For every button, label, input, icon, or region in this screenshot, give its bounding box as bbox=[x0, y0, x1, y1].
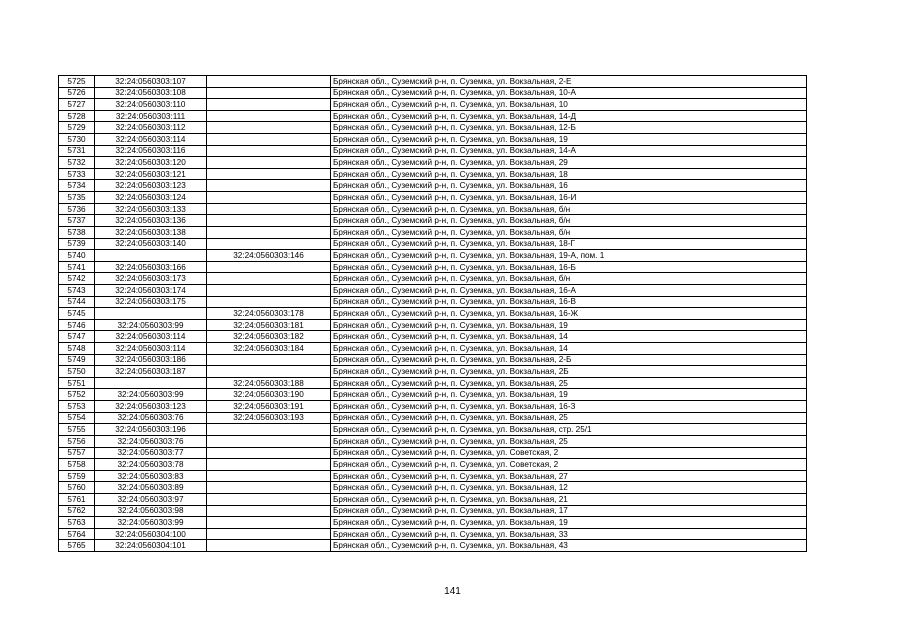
cadastral-number-cell: 32:24:0560303:99 bbox=[95, 319, 207, 331]
table-row bbox=[59, 319, 807, 331]
related-cadastral-number-cell bbox=[207, 540, 331, 552]
related-cadastral-number-cell: 32:24:0560303:190 bbox=[207, 389, 331, 401]
address-cell: Брянская обл., Суземский р-н, п. Суземка, ул. Вокзальная, 14-А bbox=[331, 145, 807, 157]
cadastral-number-cell: 32:24:0560303:124 bbox=[95, 192, 207, 204]
cadastral-number-cell: 32:24:0560303:110 bbox=[95, 99, 207, 111]
related-cadastral-number-cell bbox=[207, 134, 331, 146]
address-cell: Брянская обл., Суземский р-н, п. Суземка, ул. Вокзальная, 2-Б bbox=[331, 354, 807, 366]
cadastral-number-cell: 32:24:0560303:187 bbox=[95, 366, 207, 378]
address-cell: Брянская обл., Суземский р-н, п. Суземка, ул. Вокзальная, 10-А bbox=[331, 87, 807, 99]
address-cell: Брянская обл., Суземский р-н, п. Суземка, ул. Вокзальная, 18-Г bbox=[331, 238, 807, 250]
cadastral-number-cell: 32:24:0560303:76 bbox=[95, 435, 207, 447]
table-row bbox=[59, 435, 807, 447]
table-row bbox=[59, 145, 807, 157]
table-row bbox=[59, 366, 807, 378]
cadastral-number-cell: 32:24:0560303:114 bbox=[95, 134, 207, 146]
table-row bbox=[59, 122, 807, 134]
address-cell: Брянская обл., Суземский р-н, п. Суземка, ул. Вокзальная, 14-Д bbox=[331, 110, 807, 122]
address-cell: Брянская обл., Суземский р-н, п. Суземка, ул. Советская, 2 bbox=[331, 459, 807, 471]
address-cell: Брянская обл., Суземский р-н, п. Суземка, ул. Вокзальная, 25 bbox=[331, 412, 807, 424]
address-cell: Брянская обл., Суземский р-н, п. Суземка, ул. Вокзальная, 16-А bbox=[331, 284, 807, 296]
row-number-cell: 5753 bbox=[59, 401, 95, 413]
row-number-cell: 5763 bbox=[59, 517, 95, 529]
cadastral-number-cell: 32:24:0560303:99 bbox=[95, 389, 207, 401]
related-cadastral-number-cell bbox=[207, 447, 331, 459]
cadastral-number-cell: 32:24:0560303:123 bbox=[95, 401, 207, 413]
row-number-cell: 5759 bbox=[59, 470, 95, 482]
address-cell: Брянская обл., Суземский р-н, п. Суземка, ул. Вокзальная, б/н bbox=[331, 203, 807, 215]
address-cell: Брянская обл., Суземский р-н, п. Суземка, ул. Вокзальная, б/н bbox=[331, 226, 807, 238]
row-number-cell: 5745 bbox=[59, 308, 95, 320]
table-row bbox=[59, 343, 807, 355]
table-row bbox=[59, 273, 807, 285]
related-cadastral-number-cell bbox=[207, 482, 331, 494]
cadastral-number-cell: 32:24:0560303:83 bbox=[95, 470, 207, 482]
row-number-cell: 5739 bbox=[59, 238, 95, 250]
address-cell: Брянская обл., Суземский р-н, п. Суземка, ул. Вокзальная, 16-И bbox=[331, 192, 807, 204]
address-cell: Брянская обл., Суземский р-н, п. Суземка, ул. Вокзальная, стр. 25/1 bbox=[331, 424, 807, 436]
related-cadastral-number-cell bbox=[207, 424, 331, 436]
related-cadastral-number-cell bbox=[207, 261, 331, 273]
row-number-cell: 5728 bbox=[59, 110, 95, 122]
related-cadastral-number-cell bbox=[207, 168, 331, 180]
related-cadastral-number-cell: 32:24:0560303:182 bbox=[207, 331, 331, 343]
address-cell: Брянская обл., Суземский р-н, п. Суземка, ул. Вокзальная, 25 bbox=[331, 377, 807, 389]
cadastral-number-cell: 32:24:0560303:112 bbox=[95, 122, 207, 134]
cadastral-number-cell bbox=[95, 250, 207, 262]
row-number-cell: 5765 bbox=[59, 540, 95, 552]
related-cadastral-number-cell bbox=[207, 157, 331, 169]
cadastral-number-cell: 32:24:0560303:97 bbox=[95, 493, 207, 505]
address-cell: Брянская обл., Суземский р-н, п. Суземка, ул. Вокзальная, 16-Б bbox=[331, 261, 807, 273]
row-number-cell: 5740 bbox=[59, 250, 95, 262]
cadastral-number-cell bbox=[95, 377, 207, 389]
row-number-cell: 5749 bbox=[59, 354, 95, 366]
cadastral-number-cell: 32:24:0560303:76 bbox=[95, 412, 207, 424]
address-cell: Брянская обл., Суземский р-н, п. Суземка, ул. Вокзальная, 43 bbox=[331, 540, 807, 552]
table-row bbox=[59, 99, 807, 111]
row-number-cell: 5733 bbox=[59, 168, 95, 180]
table-row bbox=[59, 528, 807, 540]
cadastral-number-cell: 32:24:0560303:186 bbox=[95, 354, 207, 366]
table-row bbox=[59, 401, 807, 413]
address-cell: Брянская обл., Суземский р-н, п. Суземка, ул. Вокзальная, 19 bbox=[331, 134, 807, 146]
table-row bbox=[59, 250, 807, 262]
related-cadastral-number-cell: 32:24:0560303:191 bbox=[207, 401, 331, 413]
row-number-cell: 5736 bbox=[59, 203, 95, 215]
row-number-cell: 5729 bbox=[59, 122, 95, 134]
related-cadastral-number-cell bbox=[207, 517, 331, 529]
cadastral-number-cell: 32:24:0560303:166 bbox=[95, 261, 207, 273]
related-cadastral-number-cell bbox=[207, 284, 331, 296]
cadastral-number-cell: 32:24:0560303:136 bbox=[95, 215, 207, 227]
address-cell: Брянская обл., Суземский р-н, п. Суземка, ул. Вокзальная, 12 bbox=[331, 482, 807, 494]
row-number-cell: 5737 bbox=[59, 215, 95, 227]
table-row bbox=[59, 296, 807, 308]
cadastral-number-cell: 32:24:0560303:175 bbox=[95, 296, 207, 308]
cadastral-number-cell: 32:24:0560303:99 bbox=[95, 517, 207, 529]
address-cell: Брянская обл., Суземский р-н, п. Суземка, ул. Вокзальная, 27 bbox=[331, 470, 807, 482]
table-row bbox=[59, 412, 807, 424]
cadastral-number-cell: 32:24:0560303:108 bbox=[95, 87, 207, 99]
cadastral-number-cell: 32:24:0560303:173 bbox=[95, 273, 207, 285]
cadastral-number-cell: 32:24:0560303:107 bbox=[95, 76, 207, 88]
row-number-cell: 5731 bbox=[59, 145, 95, 157]
table-row bbox=[59, 87, 807, 99]
table-row bbox=[59, 517, 807, 529]
related-cadastral-number-cell bbox=[207, 366, 331, 378]
related-cadastral-number-cell: 32:24:0560303:146 bbox=[207, 250, 331, 262]
related-cadastral-number-cell bbox=[207, 505, 331, 517]
address-cell: Брянская обл., Суземский р-н, п. Суземка, ул. Вокзальная, 29 bbox=[331, 157, 807, 169]
table-row bbox=[59, 284, 807, 296]
table-row bbox=[59, 447, 807, 459]
related-cadastral-number-cell bbox=[207, 238, 331, 250]
row-number-cell: 5751 bbox=[59, 377, 95, 389]
row-number-cell: 5726 bbox=[59, 87, 95, 99]
table-row bbox=[59, 168, 807, 180]
table-row bbox=[59, 389, 807, 401]
row-number-cell: 5735 bbox=[59, 192, 95, 204]
table-row bbox=[59, 459, 807, 471]
row-number-cell: 5734 bbox=[59, 180, 95, 192]
related-cadastral-number-cell: 32:24:0560303:181 bbox=[207, 319, 331, 331]
address-cell: Брянская обл., Суземский р-н, п. Суземка, ул. Вокзальная, 19 bbox=[331, 389, 807, 401]
cadastral-number-cell: 32:24:0560303:116 bbox=[95, 145, 207, 157]
address-cell: Брянская обл., Суземский р-н, п. Суземка, ул. Вокзальная, 19-А, пом. 1 bbox=[331, 250, 807, 262]
address-cell: Брянская обл., Суземский р-н, п. Суземка, ул. Вокзальная, 19 bbox=[331, 319, 807, 331]
registry-table-body bbox=[59, 76, 807, 552]
cadastral-number-cell: 32:24:0560303:89 bbox=[95, 482, 207, 494]
related-cadastral-number-cell bbox=[207, 110, 331, 122]
row-number-cell: 5725 bbox=[59, 76, 95, 88]
cadastral-number-cell: 32:24:0560303:98 bbox=[95, 505, 207, 517]
row-number-cell: 5743 bbox=[59, 284, 95, 296]
row-number-cell: 5760 bbox=[59, 482, 95, 494]
cadastral-number-cell: 32:24:0560303:114 bbox=[95, 343, 207, 355]
table-row bbox=[59, 134, 807, 146]
related-cadastral-number-cell bbox=[207, 435, 331, 447]
table-row bbox=[59, 540, 807, 552]
address-cell: Брянская обл., Суземский р-н, п. Суземка, ул. Вокзальная, 17 bbox=[331, 505, 807, 517]
page-number: 141 bbox=[444, 586, 461, 597]
row-number-cell: 5746 bbox=[59, 319, 95, 331]
table-row bbox=[59, 226, 807, 238]
table-row bbox=[59, 180, 807, 192]
address-cell: Брянская обл., Суземский р-н, п. Суземка, ул. Вокзальная, 2-Е bbox=[331, 76, 807, 88]
related-cadastral-number-cell: 32:24:0560303:193 bbox=[207, 412, 331, 424]
row-number-cell: 5764 bbox=[59, 528, 95, 540]
address-cell: Брянская обл., Суземский р-н, п. Суземка, ул. Вокзальная, 2Б bbox=[331, 366, 807, 378]
related-cadastral-number-cell bbox=[207, 215, 331, 227]
address-cell: Брянская обл., Суземский р-н, п. Суземка, ул. Советская, 2 bbox=[331, 447, 807, 459]
address-cell: Брянская обл., Суземский р-н, п. Суземка, ул. Вокзальная, 10 bbox=[331, 99, 807, 111]
related-cadastral-number-cell bbox=[207, 459, 331, 471]
row-number-cell: 5727 bbox=[59, 99, 95, 111]
table-row bbox=[59, 331, 807, 343]
address-cell: Брянская обл., Суземский р-н, п. Суземка, ул. Вокзальная, 25 bbox=[331, 435, 807, 447]
cadastral-number-cell: 32:24:0560304:100 bbox=[95, 528, 207, 540]
row-number-cell: 5748 bbox=[59, 343, 95, 355]
registry-table bbox=[58, 75, 807, 552]
table-row bbox=[59, 110, 807, 122]
table-row bbox=[59, 261, 807, 273]
cadastral-number-cell: 32:24:0560303:174 bbox=[95, 284, 207, 296]
address-cell: Брянская обл., Суземский р-н, п. Суземка, ул. Вокзальная, 14 bbox=[331, 331, 807, 343]
cadastral-number-cell: 32:24:0560303:111 bbox=[95, 110, 207, 122]
table-row bbox=[59, 308, 807, 320]
related-cadastral-number-cell bbox=[207, 145, 331, 157]
row-number-cell: 5732 bbox=[59, 157, 95, 169]
cadastral-number-cell: 32:24:0560303:138 bbox=[95, 226, 207, 238]
address-cell: Брянская обл., Суземский р-н, п. Суземка, ул. Вокзальная, 16 bbox=[331, 180, 807, 192]
related-cadastral-number-cell bbox=[207, 122, 331, 134]
related-cadastral-number-cell bbox=[207, 76, 331, 88]
address-cell: Брянская обл., Суземский р-н, п. Суземка, ул. Вокзальная, 21 bbox=[331, 493, 807, 505]
table-row bbox=[59, 493, 807, 505]
related-cadastral-number-cell bbox=[207, 296, 331, 308]
related-cadastral-number-cell bbox=[207, 493, 331, 505]
address-cell: Брянская обл., Суземский р-н, п. Суземка, ул. Вокзальная, б/н bbox=[331, 215, 807, 227]
cadastral-number-cell: 32:24:0560304:101 bbox=[95, 540, 207, 552]
row-number-cell: 5752 bbox=[59, 389, 95, 401]
related-cadastral-number-cell bbox=[207, 273, 331, 285]
table-row bbox=[59, 470, 807, 482]
related-cadastral-number-cell bbox=[207, 180, 331, 192]
cadastral-number-cell: 32:24:0560303:140 bbox=[95, 238, 207, 250]
row-number-cell: 5761 bbox=[59, 493, 95, 505]
related-cadastral-number-cell bbox=[207, 203, 331, 215]
cadastral-number-cell: 32:24:0560303:120 bbox=[95, 157, 207, 169]
related-cadastral-number-cell bbox=[207, 87, 331, 99]
address-cell: Брянская обл., Суземский р-н, п. Суземка, ул. Вокзальная, 33 bbox=[331, 528, 807, 540]
cadastral-number-cell: 32:24:0560303:121 bbox=[95, 168, 207, 180]
address-cell: Брянская обл., Суземский р-н, п. Суземка, ул. Вокзальная, 16-В bbox=[331, 296, 807, 308]
row-number-cell: 5758 bbox=[59, 459, 95, 471]
related-cadastral-number-cell: 32:24:0560303:188 bbox=[207, 377, 331, 389]
address-cell: Брянская обл., Суземский р-н, п. Суземка, ул. Вокзальная, 18 bbox=[331, 168, 807, 180]
address-cell: Брянская обл., Суземский р-н, п. Суземка, ул. Вокзальная, б/н bbox=[331, 273, 807, 285]
row-number-cell: 5757 bbox=[59, 447, 95, 459]
table-row bbox=[59, 505, 807, 517]
table-row bbox=[59, 482, 807, 494]
cadastral-number-cell: 32:24:0560303:133 bbox=[95, 203, 207, 215]
address-cell: Брянская обл., Суземский р-н, п. Суземка, ул. Вокзальная, 16-Ж bbox=[331, 308, 807, 320]
table-row bbox=[59, 238, 807, 250]
table-row bbox=[59, 354, 807, 366]
cadastral-number-cell: 32:24:0560303:123 bbox=[95, 180, 207, 192]
row-number-cell: 5741 bbox=[59, 261, 95, 273]
table-row bbox=[59, 215, 807, 227]
related-cadastral-number-cell bbox=[207, 192, 331, 204]
row-number-cell: 5747 bbox=[59, 331, 95, 343]
table-row bbox=[59, 424, 807, 436]
table-row bbox=[59, 76, 807, 88]
row-number-cell: 5756 bbox=[59, 435, 95, 447]
row-number-cell: 5744 bbox=[59, 296, 95, 308]
cadastral-number-cell: 32:24:0560303:196 bbox=[95, 424, 207, 436]
row-number-cell: 5750 bbox=[59, 366, 95, 378]
related-cadastral-number-cell: 32:24:0560303:184 bbox=[207, 343, 331, 355]
related-cadastral-number-cell bbox=[207, 354, 331, 366]
row-number-cell: 5738 bbox=[59, 226, 95, 238]
row-number-cell: 5742 bbox=[59, 273, 95, 285]
row-number-cell: 5762 bbox=[59, 505, 95, 517]
cadastral-number-cell: 32:24:0560303:114 bbox=[95, 331, 207, 343]
table-row bbox=[59, 192, 807, 204]
cadastral-number-cell bbox=[95, 308, 207, 320]
related-cadastral-number-cell bbox=[207, 226, 331, 238]
address-cell: Брянская обл., Суземский р-н, п. Суземка, ул. Вокзальная, 12-Б bbox=[331, 122, 807, 134]
row-number-cell: 5730 bbox=[59, 134, 95, 146]
related-cadastral-number-cell bbox=[207, 99, 331, 111]
address-cell: Брянская обл., Суземский р-н, п. Суземка, ул. Вокзальная, 19 bbox=[331, 517, 807, 529]
cadastral-number-cell: 32:24:0560303:78 bbox=[95, 459, 207, 471]
cadastral-number-cell: 32:24:0560303:77 bbox=[95, 447, 207, 459]
related-cadastral-number-cell bbox=[207, 470, 331, 482]
related-cadastral-number-cell: 32:24:0560303:178 bbox=[207, 308, 331, 320]
row-number-cell: 5754 bbox=[59, 412, 95, 424]
table-row bbox=[59, 157, 807, 169]
address-cell: Брянская обл., Суземский р-н, п. Суземка, ул. Вокзальная, 16-З bbox=[331, 401, 807, 413]
address-cell: Брянская обл., Суземский р-н, п. Суземка, ул. Вокзальная, 14 bbox=[331, 343, 807, 355]
table-row bbox=[59, 203, 807, 215]
row-number-cell: 5755 bbox=[59, 424, 95, 436]
table-row bbox=[59, 377, 807, 389]
related-cadastral-number-cell bbox=[207, 528, 331, 540]
